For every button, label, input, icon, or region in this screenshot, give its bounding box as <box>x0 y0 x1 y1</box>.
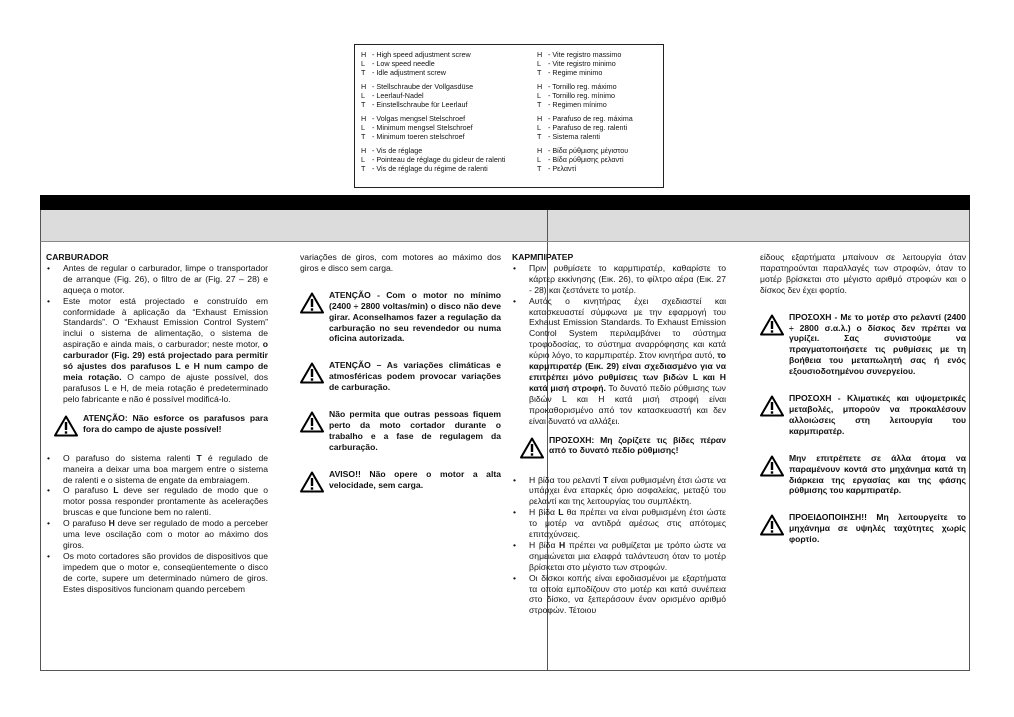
section-header-bar <box>40 195 970 210</box>
legend-key: T <box>361 100 366 109</box>
legend-value: - Minimum toeren stelschroef <box>372 132 465 141</box>
el-column-2 <box>760 252 966 545</box>
warning-triangle-icon <box>300 362 324 384</box>
legend-entry <box>361 123 533 132</box>
legend-entry <box>537 82 657 91</box>
warning-triangle-icon <box>300 411 324 433</box>
legend-key: T <box>361 68 366 77</box>
warning-triangle-icon <box>760 395 784 417</box>
legend-entry <box>361 132 533 141</box>
legend-entry <box>537 155 657 164</box>
legend-value: - Ρελαντί <box>548 164 577 173</box>
pt-bullet-6: • Os moto cortadores são providos de dispositivos que impedem que o motor e, conseqüentemente o disco de corte, supere um determinado número de giros. Estes dispositivos funcionam quando percebem <box>47 550 268 594</box>
bullet-marker: • <box>47 452 51 463</box>
legend-group <box>537 146 657 173</box>
el-warning-1-text: ΠΡΟΣΟΧΗ: Μη ζορίζετε τις βίδες πέραν από το δυνατό πεδίο ρύθμισης! <box>549 434 726 456</box>
warning-triangle-icon <box>760 514 784 536</box>
legend-entry <box>537 91 657 100</box>
legend-entry <box>361 50 533 59</box>
legend-value: - Vis de réglage <box>372 146 423 155</box>
warning-triangle-icon <box>760 314 784 336</box>
legend-value: - Regimen mínimo <box>548 100 607 109</box>
el-section-title: ΚΑΡΜΠΙΡΑΤΕΡ <box>512 252 574 262</box>
legend-key: T <box>537 132 542 141</box>
bullet-marker: • <box>513 262 517 273</box>
legend-entry <box>537 50 657 59</box>
legend-entry <box>361 91 533 100</box>
legend-value: - Βίδα ρύθμισης ρελαντί <box>548 155 624 164</box>
el-warning-4-text: Μην επιτρέπετε σε άλλα άτομα να παραμένουν κοντά στο μηχάνημα κατά τη διάρκεια της εργασίας και της φάσης ρύθμισης του καρμπιρατέρ. <box>789 452 966 496</box>
warning-triangle-icon <box>300 292 324 314</box>
pt-bullet-3: • O parafuso do sistema ralenti T é regulado de maneira a deixar uma boa margem entre o sistema de ralenti e o sistema de engate da embraiagem. <box>47 452 269 485</box>
el-continuation-text: είδους εξαρτήματα μπαίνουν σε λειτουργία όταν παρατηρούνται παραλλαγές των στροφών, όταν το μοτέρ βρίσκεται στο μέγιστο αριθμό στροφών και ο δίσκος δεν έχει φορτίο. <box>760 252 966 295</box>
bullet-marker: • <box>47 485 51 496</box>
el-column-1 <box>512 252 726 616</box>
pt-warning-1-text: ATENÇÃO: Não esforce os parafusos para fora do campo de ajuste possível! <box>83 412 268 434</box>
warning-triangle-icon <box>54 415 78 437</box>
legend-value: - Volgas mengsel Stelschroef <box>372 114 466 123</box>
legend-key: H <box>361 114 367 123</box>
legend-value: - Tornillo reg. mínimo <box>548 91 615 100</box>
el-warning-5 <box>760 512 966 545</box>
legend-group <box>537 50 657 77</box>
legend-key: L <box>537 155 541 164</box>
pt-warning-5-text: AVISO!! Não opere o motor a alta velocidade, sem carga. <box>329 468 501 490</box>
legend-value: - Minimum mengsel Stelschroef <box>372 123 473 132</box>
bullet-marker: • <box>47 262 51 273</box>
legend-entry <box>537 59 657 68</box>
legend-box <box>354 44 664 188</box>
legend-entry <box>361 68 533 77</box>
legend-entry <box>361 146 533 155</box>
el-bullet-4: • Η βίδα L θα πρέπει να είναι ρυθμισμένη έτσι ώστε το μοτέρ να αντιδρά αμέσως στις απότομες επιταχύνσεις. <box>513 507 726 540</box>
legend-group <box>361 50 533 77</box>
pt-warning-5 <box>300 469 501 493</box>
pt-bullet-1: • Antes de regular o carburador, limpe o transportador de arranque (Fig. 26), o filtro de ar (Fig. 27 – 28) e aqueça o motor. <box>47 262 268 295</box>
legend-group <box>537 114 657 141</box>
bullet-marker: • <box>513 295 517 306</box>
el-warning-2-text: ΠΡΟΣΟΧΗ - Με το μοτέρ στο ρελαντί (2400 ÷ 2800 σ.α.λ.) ο δίσκος δεν πρέπει να γυρίζει. Σας συνιστούμε να πραγματοποιήσετε τις ρυθμίσεις με τη βοήθεια του μεταπωλητή σας ή ενός εξουσιοδοτημένου συνεργείου. <box>789 311 966 377</box>
el-bullet-3: • Η βίδα του ρελαντί T είναι ρυθμισμένη έτσι ώστε να υπάρχει ένα επαρκές όριο ασφαλείας, μεταξύ του ρελαντί και της λειτουργίας του συμπλέκτη. <box>513 474 726 507</box>
legend-entry <box>537 68 657 77</box>
legend-group <box>361 114 533 141</box>
bullet-marker: • <box>47 550 51 561</box>
legend-key: T <box>361 164 366 173</box>
legend-group <box>361 146 533 173</box>
legend-key: H <box>537 50 543 59</box>
pt-column-1 <box>46 252 268 594</box>
legend-entry <box>361 164 533 173</box>
legend-column-right <box>537 50 657 178</box>
legend-entry <box>537 100 657 109</box>
section-subheader-bar <box>40 210 970 241</box>
legend-key: L <box>361 91 365 100</box>
pt-bullet-2: • Este motor está projectado e construído em conformidade à aplicação da “Exhaust Emission Standards”. O “Exhaust Emission Control System” inclui o sistema de alimentação, o sistema de aspiração e ainda mais, o carburador; neste motor, o carburador (Fig. 29) está projectado para permitir só ajustes dos parafusos L e H num campo de meia rotação. O campo de ajuste possível, dos parafusos L e H, de meia rotação é predeterminado pelo fabricante e não é possível modificá-lo. <box>47 295 268 404</box>
legend-value: - Sistema ralenti <box>548 132 600 141</box>
legend-entry <box>537 132 657 141</box>
bullet-marker: • <box>513 507 517 518</box>
legend-value: - Stellschraube der Vollgasdüse <box>372 82 474 91</box>
warning-triangle-icon <box>300 471 324 493</box>
bullet-marker: • <box>47 518 51 529</box>
legend-value: - Einstellschraube für Leerlauf <box>372 100 468 109</box>
legend-entry <box>361 155 533 164</box>
legend-value: - Vite registro massimo <box>548 50 622 59</box>
el-bullet-2: • Αυτός ο κινητήρας έχει σχεδιαστεί και κατασκευαστεί σύμφωνα με την εφαρμογή του Exhaust Emission Standards. Το Exhaust Emission Control System περιλαμβάνει το σύστημα τροφοδοσίας, το σύστημα αναρρόφησης και κατά κύριο λόγο, το καρμπιρατέρ. Στον κινητήρα αυτό, το καρμπιρατέρ (Εικ. 29) είναι σχεδιασμένο για να επιτρέπει μόνο ρυθμίσεις των βιδών L και H κατά μισή στροφή. Το δυνατό πεδίο ρύθμισης των βιδών L και H κατά μισή στροφή είναι προκαθορισμένο από τον κατασκευαστή και δεν είναι δυνατό να αλλάξει. <box>513 295 726 426</box>
bullet-marker: • <box>513 539 517 550</box>
pt-bullet-4: • O parafuso L deve ser regulado de modo que o motor possa responder prontamente às acelerações bruscas e que funcione bem no ralenti. <box>47 485 268 518</box>
legend-value: - Vis de réglage du régime de ralenti <box>372 164 488 173</box>
legend-key: T <box>537 100 542 109</box>
el-bullet-1: • Πριν ρυθμίσετε το καρμπιρατέρ, καθαρίστε το κάρτερ εκκίνησης (Εικ. 26), το φίλτρο αέρα (Εικ. 27 - 28) και ζεστάνετε το μοτέρ. <box>513 262 726 295</box>
subheader-divider <box>547 210 548 241</box>
bullet-marker: • <box>513 474 517 485</box>
legend-key: L <box>361 59 365 68</box>
legend-value: - Parafuso de reg. máxima <box>548 114 633 123</box>
el-warning-1 <box>512 435 726 459</box>
legend-value: - Parafuso de reg. ralenti <box>548 123 628 132</box>
legend-value: - Βίδα ρύθμισης μέγιστου <box>548 146 629 155</box>
legend-key: H <box>361 82 367 91</box>
legend-value: - Low speed needle <box>372 59 435 68</box>
el-warning-2 <box>760 312 966 377</box>
legend-key: T <box>361 132 366 141</box>
legend-key: H <box>537 146 543 155</box>
legend-value: - High speed adjustment screw <box>372 50 471 59</box>
legend-key: L <box>537 59 541 68</box>
el-warning-3 <box>760 393 966 437</box>
warning-triangle-icon <box>760 455 784 477</box>
legend-key: H <box>537 82 543 91</box>
pt-section-title: CARBURADOR <box>46 252 109 262</box>
legend-entry <box>361 82 533 91</box>
legend-key: T <box>537 164 542 173</box>
legend-entry <box>537 164 657 173</box>
legend-key: L <box>361 155 365 164</box>
legend-key: L <box>361 123 365 132</box>
pt-warning-1 <box>46 413 268 437</box>
pt-warning-3 <box>300 360 501 393</box>
legend-key: H <box>361 50 367 59</box>
pt-bullet-5: • O parafuso H deve ser regulado de modo a perceber uma leve oscilação com o motor ao máximo dos giros. <box>47 518 268 550</box>
legend-key: H <box>537 114 543 123</box>
legend-value: - Vite registro minimo <box>548 59 616 68</box>
legend-key: L <box>537 91 541 100</box>
el-warning-4 <box>760 453 966 497</box>
pt-warning-3-text: ATENÇÃO – As variações climáticas e atmosféricas podem provocar variações de carburação. <box>329 360 501 393</box>
legend-entry <box>537 146 657 155</box>
el-bullet-6: • Οι δίσκοι κοπής είναι εφοδιασμένοι με εξαρτήματα τα οποία εμποδίζουν στο μοτέρ και κατά συνέπεια στο δίσκο, να ξεπεράσουν έναν ορισμένο αριθμό στροφών. Τέτοιου <box>513 572 726 616</box>
legend-group <box>537 82 657 109</box>
pt-warning-4-text: Não permita que outras pessoas fiquem perto da moto cortador durante o trabalho e a fase de regulagem da carburação. <box>329 409 501 452</box>
el-warning-3-text: ΠΡΟΣΟΧΗ - Κλιματικές και υψομετρικές μεταβολές, μπορούν να προκαλέσουν αλλοιώσεις στη λειτουργία του καρμπιρατέρ. <box>789 393 966 436</box>
legend-value: - Idle adjustment screw <box>372 68 446 77</box>
pt-warning-2-text: ATENÇÃO - Com o motor no mínimo (2400 ÷ 2800 voltas/min) o disco não deve girar. Aconselhamos fazer a regulação da carburação no seu revendedor ou numa oficina autorizada. <box>329 289 501 344</box>
legend-entry <box>361 100 533 109</box>
pt-warning-2 <box>300 290 501 345</box>
el-warning-5-text: ΠΡΟΕΙΔΟΠΟΙΗΣΗ!! Μη λειτουργείτε το μηχάνημα σε υψηλές ταχύτητες χωρίς φορτίο. <box>789 512 966 545</box>
legend-value: - Regime minimo <box>548 68 603 77</box>
legend-group <box>361 82 533 109</box>
legend-key: L <box>537 123 541 132</box>
bullet-marker: • <box>47 295 51 306</box>
legend-value: - Leerlauf-Nadel <box>372 91 424 100</box>
legend-value: - Tornillo reg. máximo <box>548 82 617 91</box>
pt-warning-4 <box>300 409 501 453</box>
pt-column-2 <box>300 252 501 493</box>
legend-key: T <box>537 68 542 77</box>
el-bullet-5: • Η βίδα H πρέπει να ρυθμίζεται με τρόπο ώστε να σημειώνεται μια ελαφρά ταλάντευση όταν το μοτέρ βρίσκεται στο μέγιστο των στροφών. <box>513 539 726 572</box>
legend-value: - Pointeau de réglage du gicleur de ralenti <box>372 155 506 164</box>
legend-entry <box>537 123 657 132</box>
pt-continuation-text: variações de giros, com motores ao máximo dos giros e disco sem carga. <box>300 252 501 273</box>
legend-entry <box>361 59 533 68</box>
legend-key: H <box>361 146 367 155</box>
legend-column-left <box>361 50 533 178</box>
legend-entry <box>537 114 657 123</box>
legend-entry <box>361 114 533 123</box>
warning-triangle-icon <box>520 437 544 459</box>
bullet-marker: • <box>513 572 517 583</box>
